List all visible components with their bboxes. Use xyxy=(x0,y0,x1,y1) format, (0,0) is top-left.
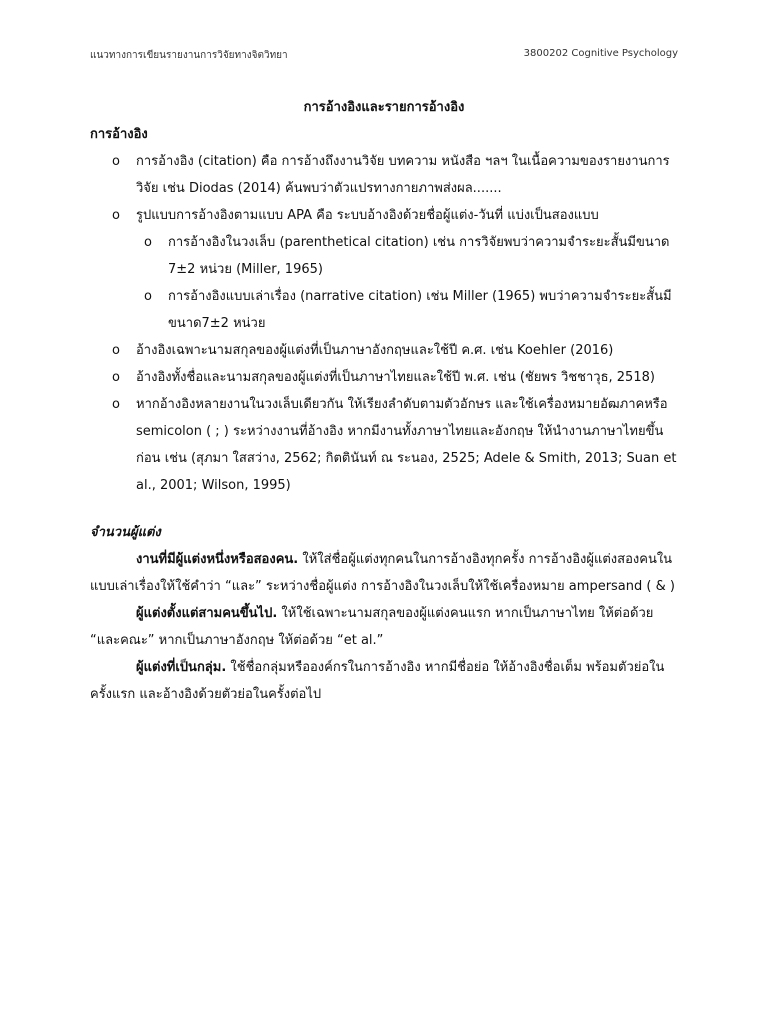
bullet-circle-icon: o xyxy=(144,235,152,250)
bullet-text: อ้างอิงทั้งชื่อและนามสกุลของผู้แต่งที่เป็นภาษาไทยและใช้ปี พ.ศ. เช่น (ชัยพร วิชชาวุธ, 2518) xyxy=(136,370,655,385)
bullet-circle-icon: o xyxy=(144,289,152,304)
bullet-circle-icon: o xyxy=(112,208,120,223)
sub-bullet-text: การอ้างอิงแบบเล่าเรื่อง (narrative citation) เช่น Miller (1965) พบว่าความจำระยะสั้นมีขนาด7±2 หน่วย xyxy=(168,289,672,331)
bullet-text: หากอ้างอิงหลายงานในวงเล็บเดียวกัน ให้เรียงลำดับตามตัวอักษร และใช้เครื่องหมายอัฒภาคหรือ semicolon ( ; ) ระหว่างงานที่อ้างอิง หากมีงานทั้งภาษาไทยและอังกฤษ ให้นำงานภาษาไทยขึ้นก่อน เช่น (สุภมา ใสสว่าง, 2562; กิตตินันท์ ณ ระนอง, 2525; Adele & Smith, 2013; Suan et al., 2001; Wilson, 1995) xyxy=(136,397,677,493)
bullet-circle-icon: o xyxy=(112,154,120,169)
bullet-item xyxy=(112,148,678,202)
bullet-item xyxy=(112,391,678,499)
citation-bullet-list xyxy=(90,148,678,499)
paragraph-group-author xyxy=(90,654,678,708)
bullet-item xyxy=(112,202,678,337)
bullet-circle-icon: o xyxy=(112,397,120,412)
paragraph-lead: งานที่มีผู้แต่งหนึ่งหรือสองคน. xyxy=(136,552,299,567)
paragraph-lead: ผู้แต่งที่เป็นกลุ่ม. xyxy=(136,660,227,675)
paragraph-text: ให้ใส่ชื่อผู้แต่งทุกคนในการอ้างอิงทุกครั้ง การอ้างอิงผู้แต่งสองคนในแบบเล่าเรื่องให้ใช้คำว่า “และ” ระหว่างชื่อผู้แต่ง การอ้างอิงในวงเล็บให้ใช้เครื่องหมาย ampersand ( & ) xyxy=(90,552,675,594)
sub-bullet-text: การอ้างอิงในวงเล็บ (parenthetical citation) เช่น การวิจัยพบว่าความจำระยะสั้นมีขนาด 7±2 หน่วย (Miller, 1965) xyxy=(168,235,670,277)
paragraph-one-two-authors xyxy=(90,546,678,600)
sub-bullet-item xyxy=(144,229,678,283)
sub-bullet-item xyxy=(144,283,678,337)
paragraph-lead: ผู้แต่งตั้งแต่สามคนขึ้นไป. xyxy=(136,606,278,621)
bullet-circle-icon: o xyxy=(112,370,120,385)
bullet-item xyxy=(112,364,678,391)
bullet-text: อ้างอิงเฉพาะนามสกุลของผู้แต่งที่เป็นภาษาอังกฤษและใช้ปี ค.ศ. เช่น Koehler (2016) xyxy=(136,343,614,358)
bullet-text: การอ้างอิง (citation) คือ การอ้างถึงงานวิจัย บทความ หนังสือ ฯลฯ ในเนื้อความของรายงานการวิจัย เช่น Diodas (2014) ค้นพบว่าตัวแปรทางกายภาพส่งผล....... xyxy=(136,154,670,196)
document-body xyxy=(90,94,678,708)
section-heading-citation: การอ้างอิง xyxy=(90,127,148,142)
bullet-text: รูปแบบการอ้างอิงตามแบบ APA คือ ระบบอ้างอิงด้วยชื่อผู้แต่ง-วันที่ แบ่งเป็นสองแบบ xyxy=(136,208,599,223)
paragraph-three-plus-authors xyxy=(90,600,678,654)
paragraph-text: ให้ใช้เฉพาะนามสกุลของผู้แต่งคนแรก หากเป็นภาษาไทย ให้ต่อด้วย “และคณะ” หากเป็นภาษาอังกฤษ ให้ต่อด้วย “et al.” xyxy=(90,606,654,648)
section-heading-authors: จำนวนผู้แต่ง xyxy=(90,525,161,540)
header-course-code: 3800202 Cognitive Psychology xyxy=(523,48,678,59)
document-title: การอ้างอิงและรายการอ้างอิง xyxy=(303,100,465,115)
section-spacer xyxy=(90,499,678,519)
bullet-circle-icon: o xyxy=(112,343,120,358)
page-header xyxy=(90,48,678,62)
sub-bullet-list xyxy=(136,229,678,337)
bullet-item xyxy=(112,337,678,364)
header-course-guide: แนวทางการเขียนรายงานการวิจัยทางจิตวิทยา xyxy=(90,50,288,61)
paragraph-text: ใช้ชื่อกลุ่มหรือองค์กรในการอ้างอิง หากมีชื่อย่อ ให้อ้างอิงชื่อเต็ม พร้อมตัวย่อในครั้งแรก และอ้างอิงด้วยตัวย่อในครั้งต่อไป xyxy=(90,660,665,702)
